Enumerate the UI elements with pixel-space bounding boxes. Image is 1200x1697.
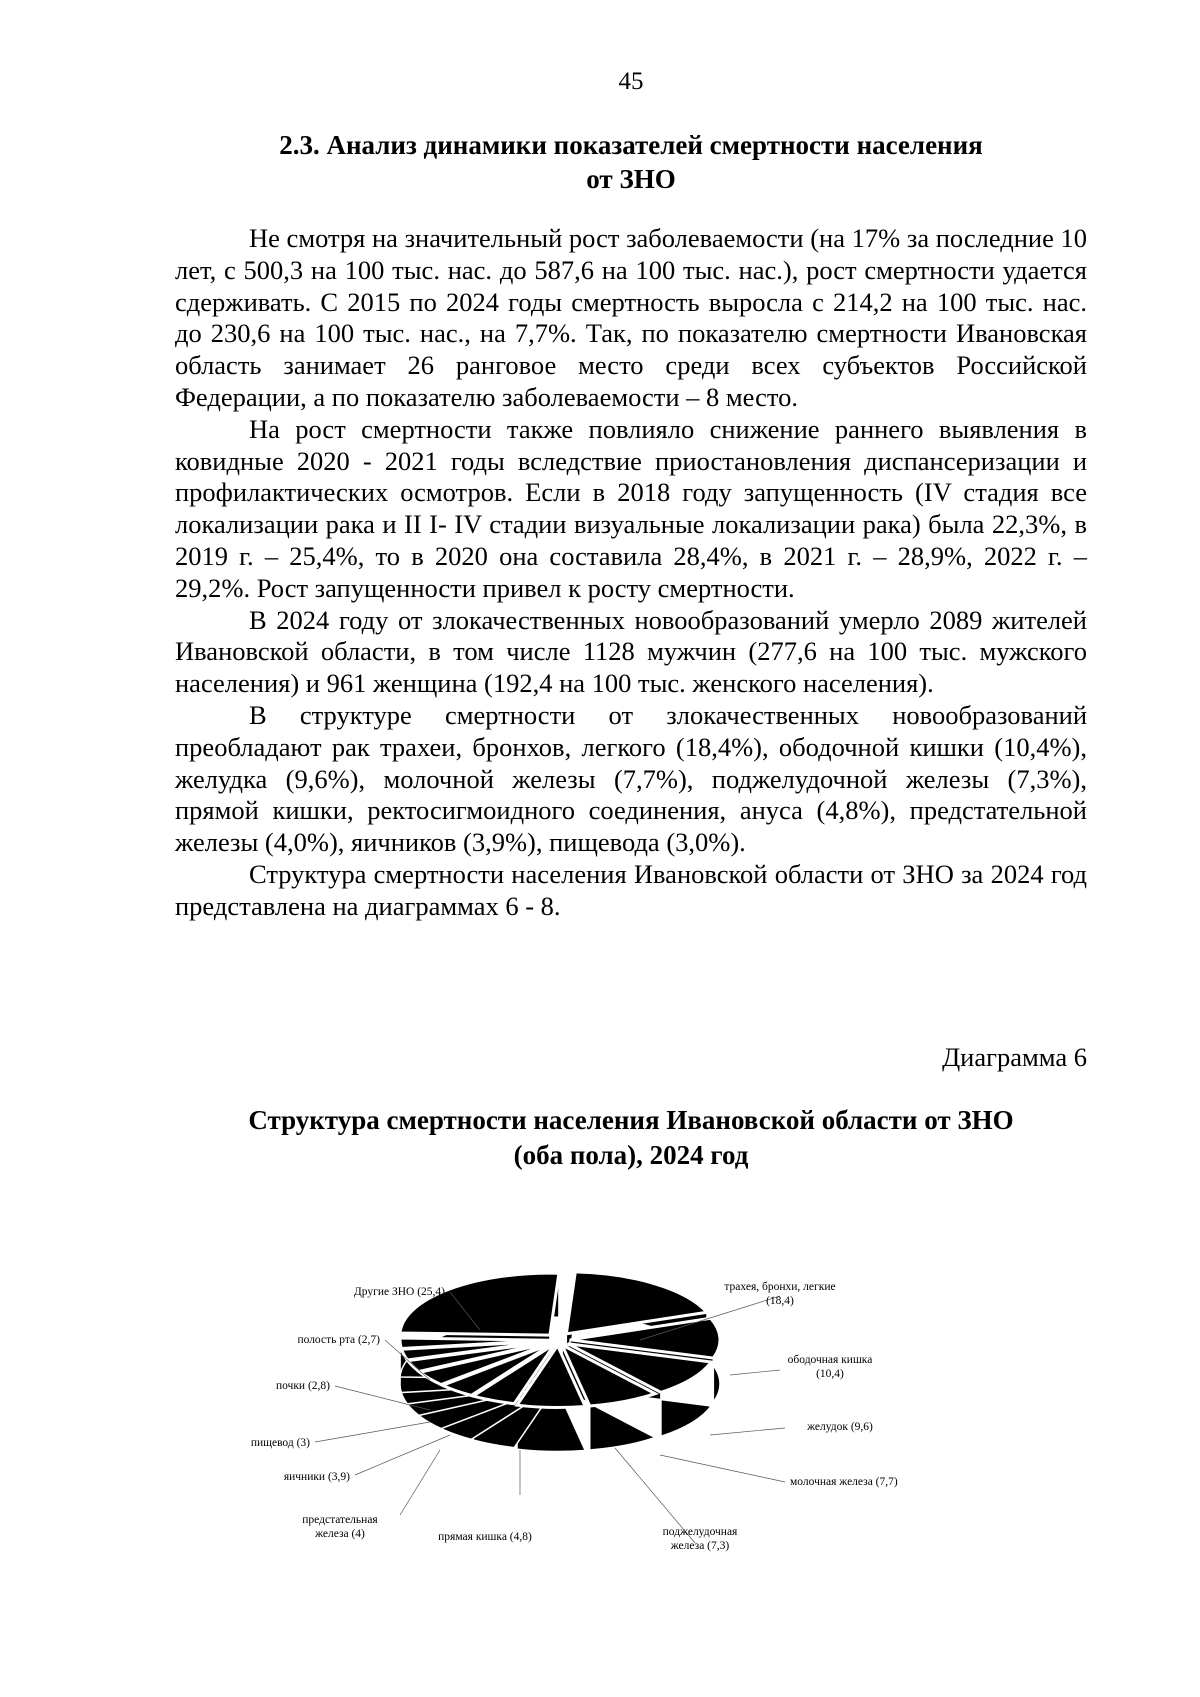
slice-label: прямая кишка (4,8) [438,1531,532,1543]
slice-label: поджелудочная железа (7,3) [662,1526,738,1552]
paragraph-2: На рост смертности также повлияло снижение раннего выявления в ковидные 2020 - 2021 годы вследствие приостановления диспансеризации и профилактических осмотров. Если в 2018 году запущенность (IV стадия все локализации рака и II I- IV стадии визуальные локализации рака) была 22,3%, в 2019 г. – 25,4%, то в 2020 она составила 28,4%, в 2021 г. – 28,9%, 2022 г. – 29,2%. Рост запущенности привел к росту смертности. [175,413,1087,603]
leader-line [660,1455,785,1482]
pie-chart-svg [240,1260,1000,1590]
leader-line [730,1370,780,1375]
slice-label: трахея, бронхи, легкие (18,4) [724,1281,836,1307]
slice-label: предстательная железа (4) [302,1514,378,1540]
section-title-line-2: от ЗНО [586,164,676,194]
slice-label: молочная железа (7,7) [790,1476,898,1488]
paragraph-3: В 2024 году от злокачественных новообразований умерло 2089 жителей Ивановской области, в том числе 1128 мужчин (277,6 на 100 тыс. мужского населения) и 961 женщина (192,4 на 100 тыс. женского населения). [175,604,1087,699]
leader-line [710,1428,785,1435]
leader-line [355,1435,450,1475]
paragraph-1: Не смотря на значительный рост заболеваемости (на 17% за последние 10 лет, с 500,3 на 100 тыс. нас. до 587,6 на 100 тыс. нас.), рост смертности удается сдерживать. С 2015 по 2024 годы смертность выросла с 214,2 на 100 тыс. нас. до 230,6 на 100 тыс. нас., на 7,7%. Так, по показателю смертности Ивановская область занимает 26 ранговое место среди всех субъектов Российской Федерации, а по показателю заболеваемости – 8 место. [175,223,1087,412]
slice-label: ободочная кишка (10,4) [787,1354,873,1380]
leader-line [315,1422,430,1442]
slice-label: Другие ЗНО (25,4) [353,1286,445,1298]
chart-title [175,1103,1087,1173]
section-title [175,128,1087,196]
pie-chart [240,1260,1000,1590]
pie-slices [400,1272,720,1452]
slice-label: полость рта (2,7) [297,1334,380,1346]
paragraph-5: Структура смертности населения Ивановской области от ЗНО за 2024 год представлена на диаграммах 6 - 8. [175,858,1087,921]
slice-label: яичники (3,9) [283,1471,350,1483]
figure-label: Диаграмма 6 [942,1042,1087,1072]
slice-label: желудок (9,6) [807,1421,873,1433]
slice-label: пищевод (3) [250,1437,310,1449]
section-title-line-1: 2.3. Анализ динамики показателей смертности населения [279,130,983,160]
chart-title-line-2: (оба пола), 2024 год [513,1140,749,1170]
chart-title-line-1: Структура смертности населения Ивановской области от ЗНО [248,1105,1014,1135]
paragraph-4: В структуре смертности от злокачественных новообразований преобладают рак трахеи, бронхов, легкого (18,4%), ободочной кишки (10,4%), желудка (9,6%), молочной железы (7,7%), поджелудочной железы (7,3%), прямой кишки, ректосигмоидного соединения, ануса (4,8%), предстательной железы (4,0%), яичников (3,9%), пищевода (3,0%). [175,699,1087,858]
leader-line [400,1450,440,1515]
page-number: 45 [618,68,644,95]
slice-label: почки (2,8) [275,1380,330,1392]
pie-slice [400,1273,559,1335]
body-text [175,223,1087,923]
